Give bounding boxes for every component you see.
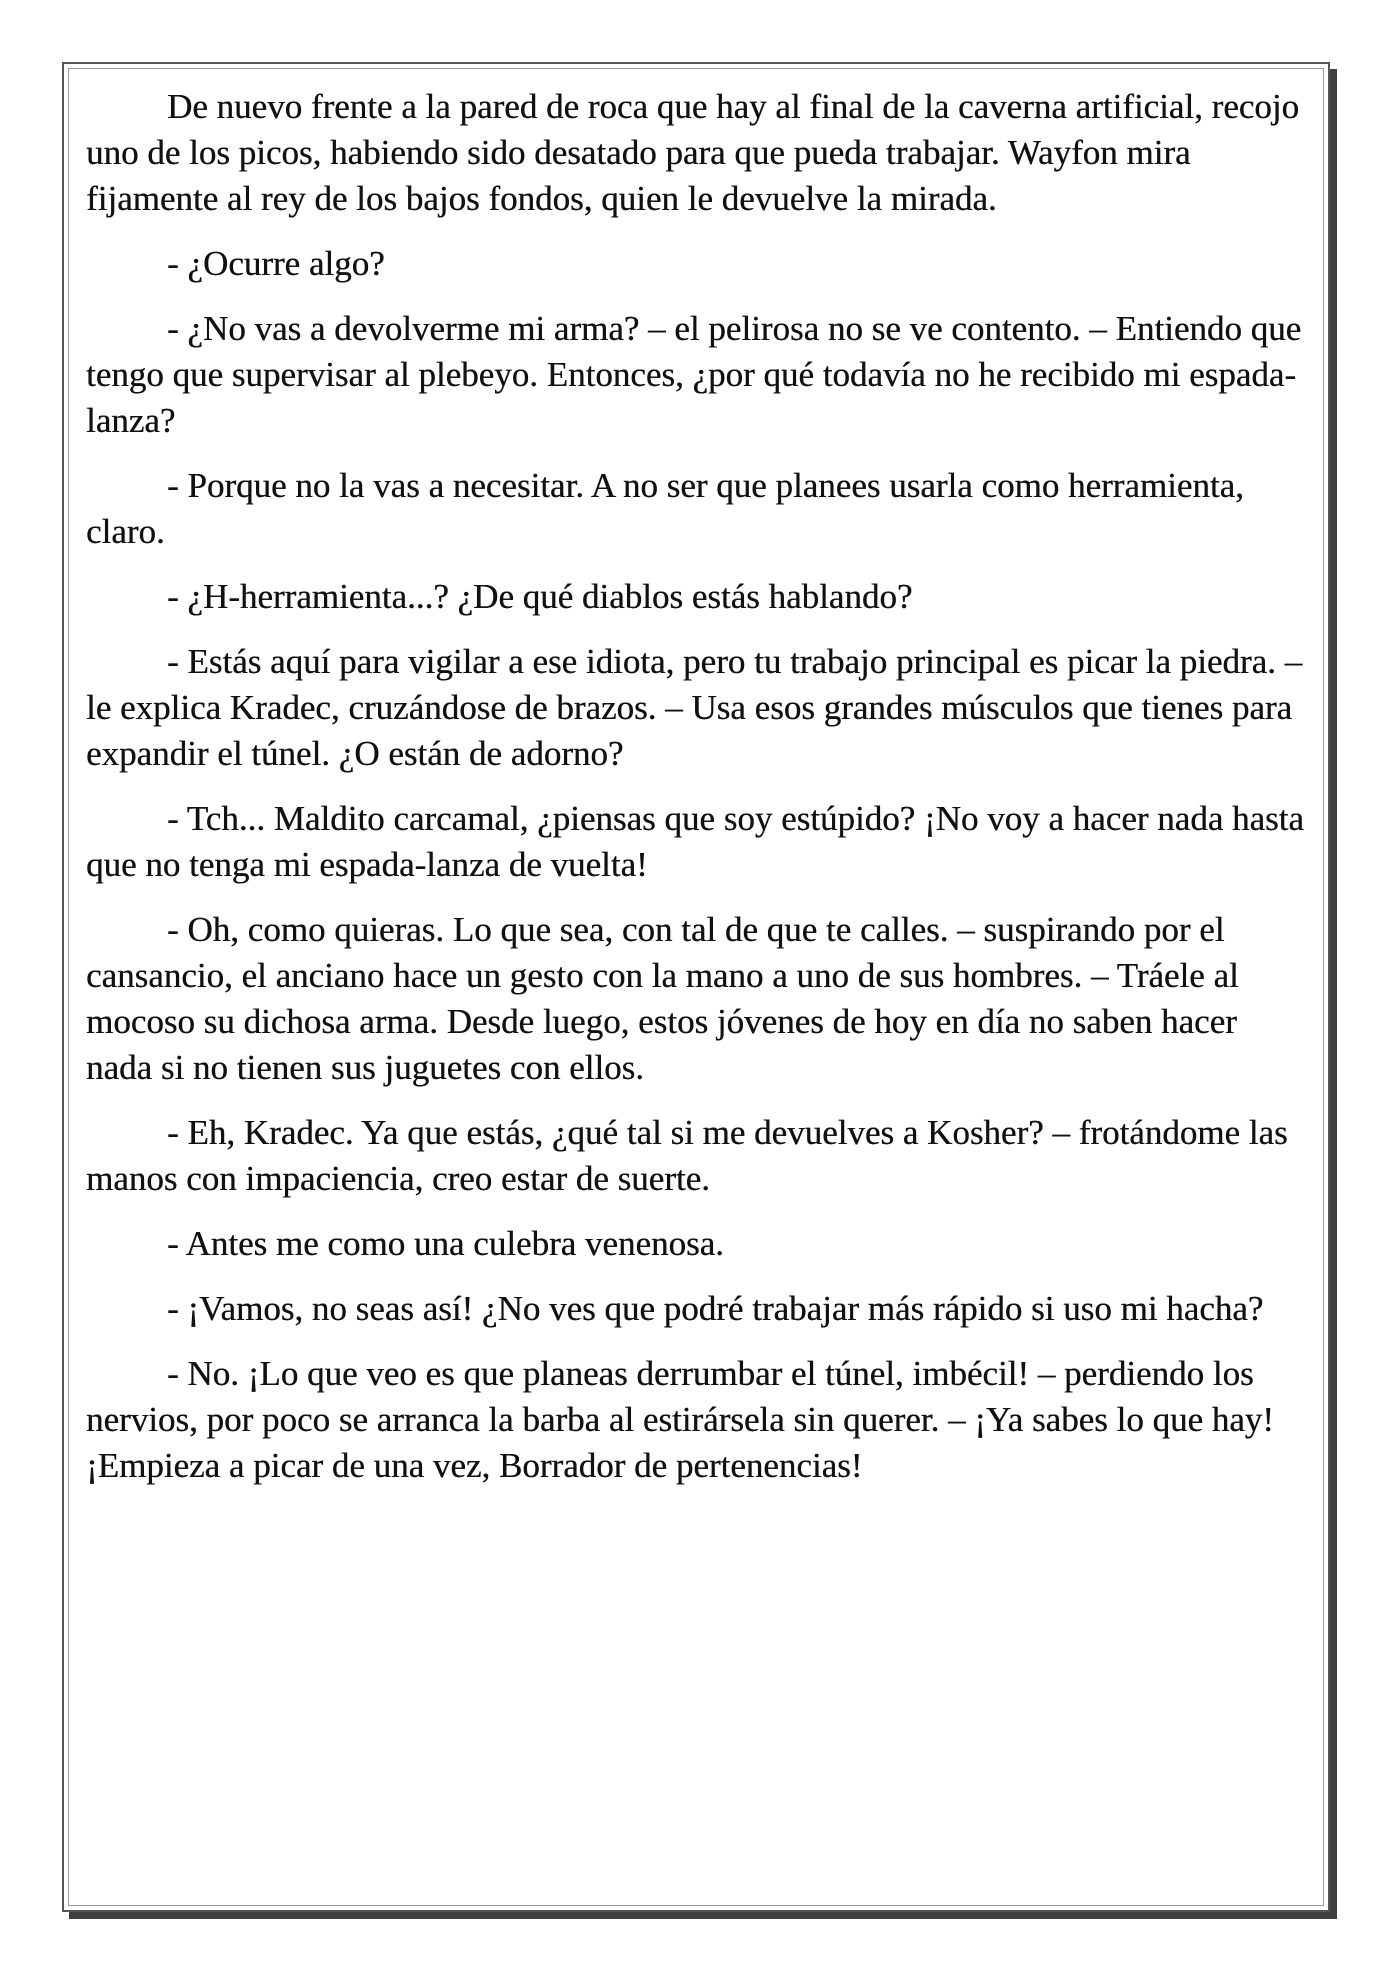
paragraph: - Estás aquí para vigilar a ese idiota, pero tu trabajo principal es picar la piedra. – le explica Kradec, cruzándose de brazos. – Usa esos grandes músculos que tienes para expandir el túnel. ¿O están de adorno? [86,642,1303,773]
paragraph: - ¿Ocurre algo? [167,244,385,283]
page-frame [62,62,1330,1912]
paragraph: - ¡Vamos, no seas así! ¿No ves que podré trabajar más rápido si uso mi hacha? [167,1289,1264,1328]
paragraph: De nuevo frente a la pared de roca que hay al final de la caverna artificial, recojo uno de los picos, habiendo sido desatado para que pueda trabajar. Wayfon mira fijamente al rey de los bajos fondos, quien le devuelve la mirada. [86,87,1300,218]
paragraph: - ¿No vas a devolverme mi arma? – el pelirosa no se ve contento. – Entiendo que tengo que supervisar al plebeyo. Entonces, ¿por qué todavía no he recibido mi espada-lanza? [86,309,1302,440]
paragraph: - No. ¡Lo que veo es que planeas derrumbar el túnel, imbécil! – perdiendo los nervios, por poco se arranca la barba al estirársela sin querer. – ¡Ya sabes lo que hay! ¡Empieza a picar de una vez, Borrador de pertenencias! [86,1354,1274,1485]
paragraph: - Antes me como una culebra venenosa. [167,1224,724,1263]
paragraph: - Eh, Kradec. Ya que estás, ¿qué tal si me devuelves a Kosher? – frotándome las manos con impaciencia, creo estar de suerte. [86,1113,1288,1198]
paragraph: - Porque no la vas a necesitar. A no ser que planees usarla como herramienta, claro. [86,466,1244,551]
document-body [86,84,1308,1508]
paragraph: - Tch... Maldito carcamal, ¿piensas que soy estúpido? ¡No voy a hacer nada hasta que no tenga mi espada-lanza de vuelta! [86,799,1304,884]
paragraph: - Oh, como quieras. Lo que sea, con tal de que te calles. – suspirando por el cansancio, el anciano hace un gesto con la mano a uno de sus hombres. – Tráele al mocoso su dichosa arma. Desde luego, estos jóvenes de hoy en día no saben hacer nada si no tienen sus juguetes con ellos. [86,910,1239,1087]
paragraph: - ¿H-herramienta...? ¿De qué diablos estás hablando? [167,577,913,616]
